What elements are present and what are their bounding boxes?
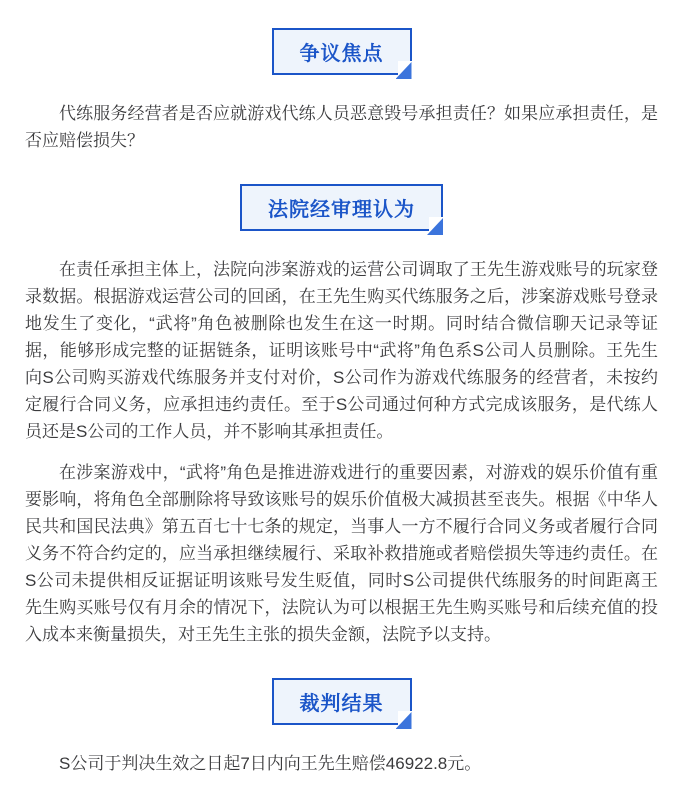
- section-heading: 法院经审理认为: [268, 199, 415, 221]
- section-dispute-focus: [25, 28, 658, 154]
- judgment-result-heading-box: [272, 678, 412, 725]
- paragraph: 代练服务经营者是否应就游戏代练人员恶意毁号承担责任？如果应承担责任，是否应赔偿损失？: [25, 104, 658, 150]
- paragraph: 在涉案游戏中，“武将”角色是推进游戏进行的重要因素，对游戏的娱乐价值有重要影响，将角色全部删除将导致该账号的娱乐价值极大减损甚至丧失。根据《中华人民共和国民法典》第五百七十七条的规定，当事人一方不履行合同义务或者履行合同义务不符合约定的，应当承担继续履行、采取补救措施或者赔偿损失等违约责任。在S公司未提供相反证据证明该账号发生贬值，同时S公司提供代练服务的时间距离王先生购买账号仅有月余的情况下，法院认为可以根据王先生购买账号和后续充值的投入成本来衡量损失，对王先生主张的损失金额，法院予以支持。: [25, 463, 658, 644]
- paragraph: 在责任承担主体上，法院向涉案游戏的运营公司调取了王先生游戏账号的玩家登录数据。根据游戏运营公司的回函，在王先生购买代练服务之后，涉案游戏账号登录地发生了变化，“武将”角色被删除也发生在这一时期。同时结合微信聊天记录等证据，能够形成完整的证据链条，证明该账号中“武将”角色系S公司人员删除。王先生向S公司购买游戏代练服务并支付对价，S公司作为游戏代练服务的经营者，未按约定履行合同义务，应承担违约责任。至于S公司通过何种方式完成该服务，是代练人员还是S公司的工作人员，并不影响其承担责任。: [25, 260, 658, 441]
- dispute-focus-heading-box: [272, 28, 412, 75]
- section-heading: 争议焦点: [299, 43, 384, 65]
- paragraph: S公司于判决生效之日起7日内向王先生赔偿46922.8元。: [59, 754, 482, 773]
- section-judgment-result: [25, 678, 658, 777]
- court-opinion-heading-box: [240, 184, 443, 231]
- section-court-opinion: [25, 184, 658, 648]
- section-heading: 裁判结果: [299, 693, 384, 715]
